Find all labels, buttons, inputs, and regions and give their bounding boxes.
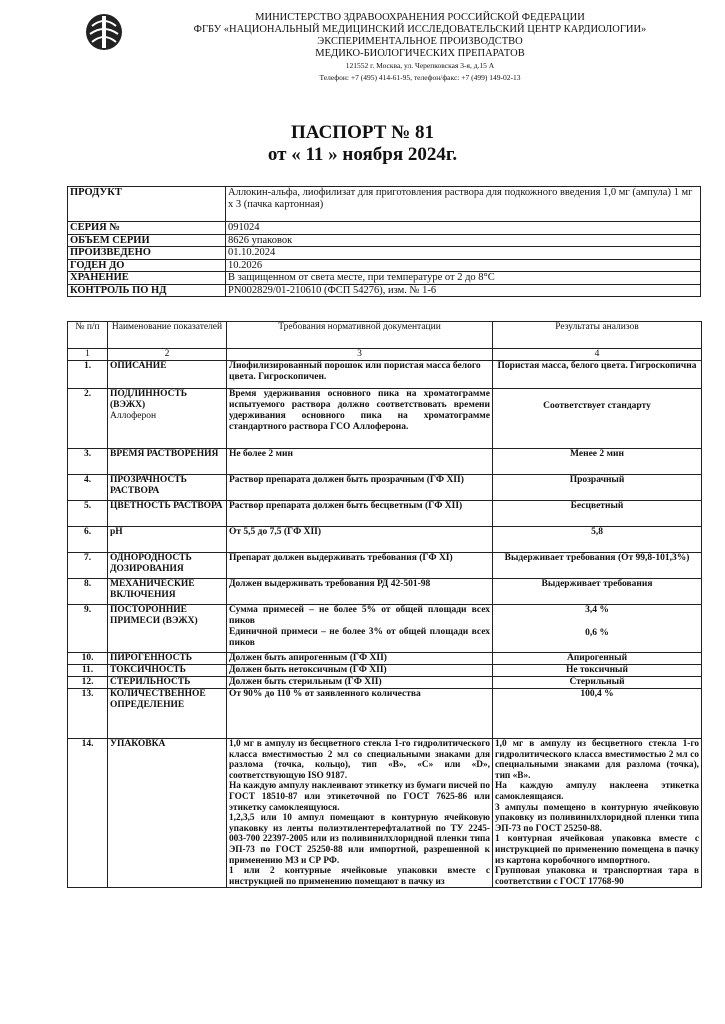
phone-line: Телефон: +7 (495) 414-61-95, телефон/факс: +7 (499) 149-02-13 (319, 73, 521, 82)
requirement-part: Единичной примеси – не более 3% от общей площади всех пиков (229, 627, 490, 648)
table-row (68, 579, 702, 605)
colnum: 4 (493, 349, 702, 361)
row-number: 10. (68, 653, 108, 665)
table-row (68, 361, 702, 389)
row-requirement: Время удерживания основного пика на хроматограмме испытуемого раствора должно соответствовать времени удерживания основного пика на хроматограмме стандартного раствора ГСО Аллоферона. (227, 389, 493, 449)
row-requirement: Лиофилизированный порошок или пористая масса белого цвета. Гигроскопичен. (227, 361, 493, 389)
colnum: 1 (68, 349, 108, 361)
row-requirement: Должен быть стерильным (ГФ XII) (227, 677, 493, 689)
info-key: ПРОДУКТ (68, 187, 226, 222)
result-part: На каждую ампулу наклеена этикетка самоклеящаяся. (495, 781, 699, 802)
organization-logo (84, 12, 124, 52)
info-key: КОНТРОЛЬ ПО НД (68, 284, 226, 297)
column-number-row (68, 349, 702, 361)
table-row (68, 501, 702, 527)
row-result: 5,8 (493, 527, 702, 553)
info-key: ХРАНЕНИЕ (68, 272, 226, 285)
row-number: 12. (68, 677, 108, 689)
requirement-part: 1,0 мг в ампулу из бесцветного стекла 1-го гидролитического класса вместимостью 2 мл со специальными знаками для разлома (точка, кольцо), тип «В», «С» или «D», соответствующую ISO 9187. (229, 739, 490, 781)
info-key: СЕРИЯ № (68, 222, 226, 235)
requirement-part: 1,2,3,5 или 10 ампул помещают в контурную ячейковую упаковку из ленты полиэтилентерефталатной по ТУ 2245-003-700 22397-2005 или из поливинилхлоридной пленки типа ЭП-73 по ГОСТ 25250-88 или импортной, разрешенной к применению МЗ и СР РФ. (229, 813, 490, 866)
row-number: 13. (68, 689, 108, 739)
info-value: 091024 (226, 222, 701, 235)
product-info-table (67, 186, 701, 297)
row-indicator: ОПИСАНИЕ (108, 361, 227, 389)
header-requirements: Требования нормативной документации (227, 322, 493, 349)
row-requirement: Должен выдерживать требования РД 42-501-98 (227, 579, 493, 605)
row-result: 100,4 % (493, 689, 702, 739)
row-indicator-sub: Аллоферон (110, 411, 157, 421)
row-result: Пористая масса, белого цвета. Гигроскопична (493, 361, 702, 389)
table-row (68, 527, 702, 553)
row-indicator: КОЛИЧЕСТВЕННОЕ ОПРЕДЕЛЕНИЕ (108, 689, 227, 739)
row-requirement (227, 739, 493, 888)
info-row (68, 284, 701, 297)
info-value: PN002829/01-210610 (ФСП 54276), изм. № 1-6 (226, 284, 701, 297)
result-part: 0,6 % (585, 628, 609, 638)
row-result: Выдерживает требования (От 99,8-101,3%) (493, 553, 702, 579)
info-value: 10.2026 (226, 259, 701, 272)
row-number: 8. (68, 579, 108, 605)
row-number: 4. (68, 475, 108, 501)
row-result: Не токсичный (493, 665, 702, 677)
info-row (68, 247, 701, 260)
info-value: В защищенном от света месте, при температуре от 2 до 8°С (226, 272, 701, 285)
row-number: 11. (68, 665, 108, 677)
row-number: 1. (68, 361, 108, 389)
row-result: Выдерживает требования (493, 579, 702, 605)
colnum: 3 (227, 349, 493, 361)
row-result: Стерильный (493, 677, 702, 689)
info-key: ГОДЕН ДО (68, 259, 226, 272)
row-indicator: СТЕРИЛЬНОСТЬ (108, 677, 227, 689)
row-result: Бесцветный (493, 501, 702, 527)
result-part: 1,0 мг в ампулу из бесцветного стекла 1-го гидролитического класса вместимостью 2 мл со специальными знаками для разлома (точка), тип «В». (495, 739, 699, 781)
info-row (68, 272, 701, 285)
table-row (68, 449, 702, 475)
row-indicator: ЦВЕТНОСТЬ РАСТВОРА (108, 501, 227, 527)
row-number: 3. (68, 449, 108, 475)
analysis-table (67, 321, 702, 888)
address-line: 121552 г. Москва, ул. Черепковская 3-я, д.15 А (345, 61, 495, 70)
table-row (68, 475, 702, 501)
result-part: 1 контурная ячейковая упаковка вместе с инструкцией по применению помещена в пачку из картона коробочного импортного. (495, 834, 699, 866)
header-results: Результаты анализов (493, 322, 702, 349)
row-requirement: Раствор препарата должен быть бесцветным (ГФ XII) (227, 501, 493, 527)
row-requirement: Раствор препарата должен быть прозрачным (ГФ XII) (227, 475, 493, 501)
row-number: 2. (68, 389, 108, 449)
requirement-part: 1 или 2 контурные ячейковые упаковки вместе с инструкцией по применению помещают в пачку из (229, 866, 490, 887)
table-row (68, 665, 702, 677)
info-row (68, 222, 701, 235)
institution-line: ФГБУ «НАЦИОНАЛЬНЫЙ МЕДИЦИНСКИЙ ИССЛЕДОВАТЕЛЬСКИЙ ЦЕНТР КАРДИОЛОГИИ» (193, 24, 647, 35)
info-row (68, 234, 701, 247)
passport-title: ПАСПОРТ № 81 (291, 122, 434, 143)
row-result: Менее 2 мин (493, 449, 702, 475)
department-line: ЭКСПЕРИМЕНТАЛЬНОЕ ПРОИЗВОДСТВО (317, 36, 523, 47)
info-key: ПРОИЗВЕДЕНО (68, 247, 226, 260)
table-row (68, 605, 702, 653)
table-header-row (68, 322, 702, 349)
info-row (68, 187, 701, 222)
result-part: 3 ампулы помещено в контурную ячейковую упаковку из поливинилхлоридной пленки типа ЭП-73 по ГОСТ 25250-88. (495, 802, 699, 834)
header-num: № п/п (68, 322, 108, 349)
row-number: 5. (68, 501, 108, 527)
info-value: 01.10.2024 (226, 247, 701, 260)
row-indicator: ТОКСИЧНОСТЬ (108, 665, 227, 677)
row-indicator: ВРЕМЯ РАСТВОРЕНИЯ (108, 449, 227, 475)
row-requirement: Препарат должен выдерживать требования (ГФ XI) (227, 553, 493, 579)
row-indicator: МЕХАНИЧЕСКИЕ ВКЛЮЧЕНИЯ (108, 579, 227, 605)
info-value: Аллокин-альфа, лиофилизат для приготовления раствора для подкожного введения 1,0 мг (ампула) 1 мг х 3 (пачка картонная) (226, 187, 701, 222)
row-result (493, 605, 702, 653)
row-number: 6. (68, 527, 108, 553)
row-result: Апирогенный (493, 653, 702, 665)
row-requirement: Не более 2 мин (227, 449, 493, 475)
row-indicator-label: ПОДЛИННОСТЬ (ВЭЖХ) (110, 389, 188, 410)
table-row (68, 689, 702, 739)
row-indicator (108, 389, 227, 449)
row-indicator: ПРОЗРАЧНОСТЬ РАСТВОРА (108, 475, 227, 501)
row-indicator: ПОСТОРОННИЕ ПРИМЕСИ (ВЭЖХ) (108, 605, 227, 653)
row-requirement: От 90% до 110 % от заявленного количества (227, 689, 493, 739)
table-row (68, 677, 702, 689)
table-row (68, 553, 702, 579)
ministry-line: МИНИСТЕРСТВО ЗДРАВООХРАНЕНИЯ РОССИЙСКОЙ ФЕДЕРАЦИИ (255, 12, 585, 23)
row-requirement: Должен быть нетоксичным (ГФ XII) (227, 665, 493, 677)
row-result: Прозрачный (493, 475, 702, 501)
row-indicator: ПИРОГЕННОСТЬ (108, 653, 227, 665)
table-row (68, 653, 702, 665)
row-indicator: УПАКОВКА (108, 739, 227, 888)
info-key: ОБЪЕМ СЕРИИ (68, 234, 226, 247)
table-row (68, 739, 702, 888)
passport-date: от « 11 » ноября 2024г. (267, 144, 458, 165)
department-line-2: МЕДИКО-БИОЛОГИЧЕСКИХ ПРЕПАРАТОВ (315, 48, 525, 59)
header-name: Наименование показателей (108, 322, 227, 349)
table-row (68, 389, 702, 449)
letterhead (150, 12, 690, 84)
row-requirement (227, 605, 493, 653)
row-requirement: От 5,5 до 7,5 (ГФ XII) (227, 527, 493, 553)
row-number: 7. (68, 553, 108, 579)
row-indicator: рН (108, 527, 227, 553)
row-number: 14. (68, 739, 108, 888)
result-part: 3,4 % (585, 605, 609, 615)
result-part: Групповая упаковка и транспортная тара в соответствии с ГОСТ 17768-90 (495, 866, 699, 887)
row-requirement: Должен быть апирогенным (ГФ XII) (227, 653, 493, 665)
row-result: Соответствует стандарту (493, 389, 702, 449)
row-number: 9. (68, 605, 108, 653)
row-indicator: ОДНОРОДНОСТЬ ДОЗИРОВАНИЯ (108, 553, 227, 579)
requirement-part: Сумма примесей – не более 5% от общей площади всех пиков (229, 605, 490, 626)
info-row (68, 259, 701, 272)
info-value: 8626 упаковок (226, 234, 701, 247)
requirement-part: На каждую ампулу наклеивают этикетку из бумаги писчей по ГОСТ 18510-87 или этикеточной по ГОСТ 7625-86 или этикетку самоклеящуюся. (229, 781, 490, 813)
row-result (493, 739, 702, 888)
colnum: 2 (108, 349, 227, 361)
